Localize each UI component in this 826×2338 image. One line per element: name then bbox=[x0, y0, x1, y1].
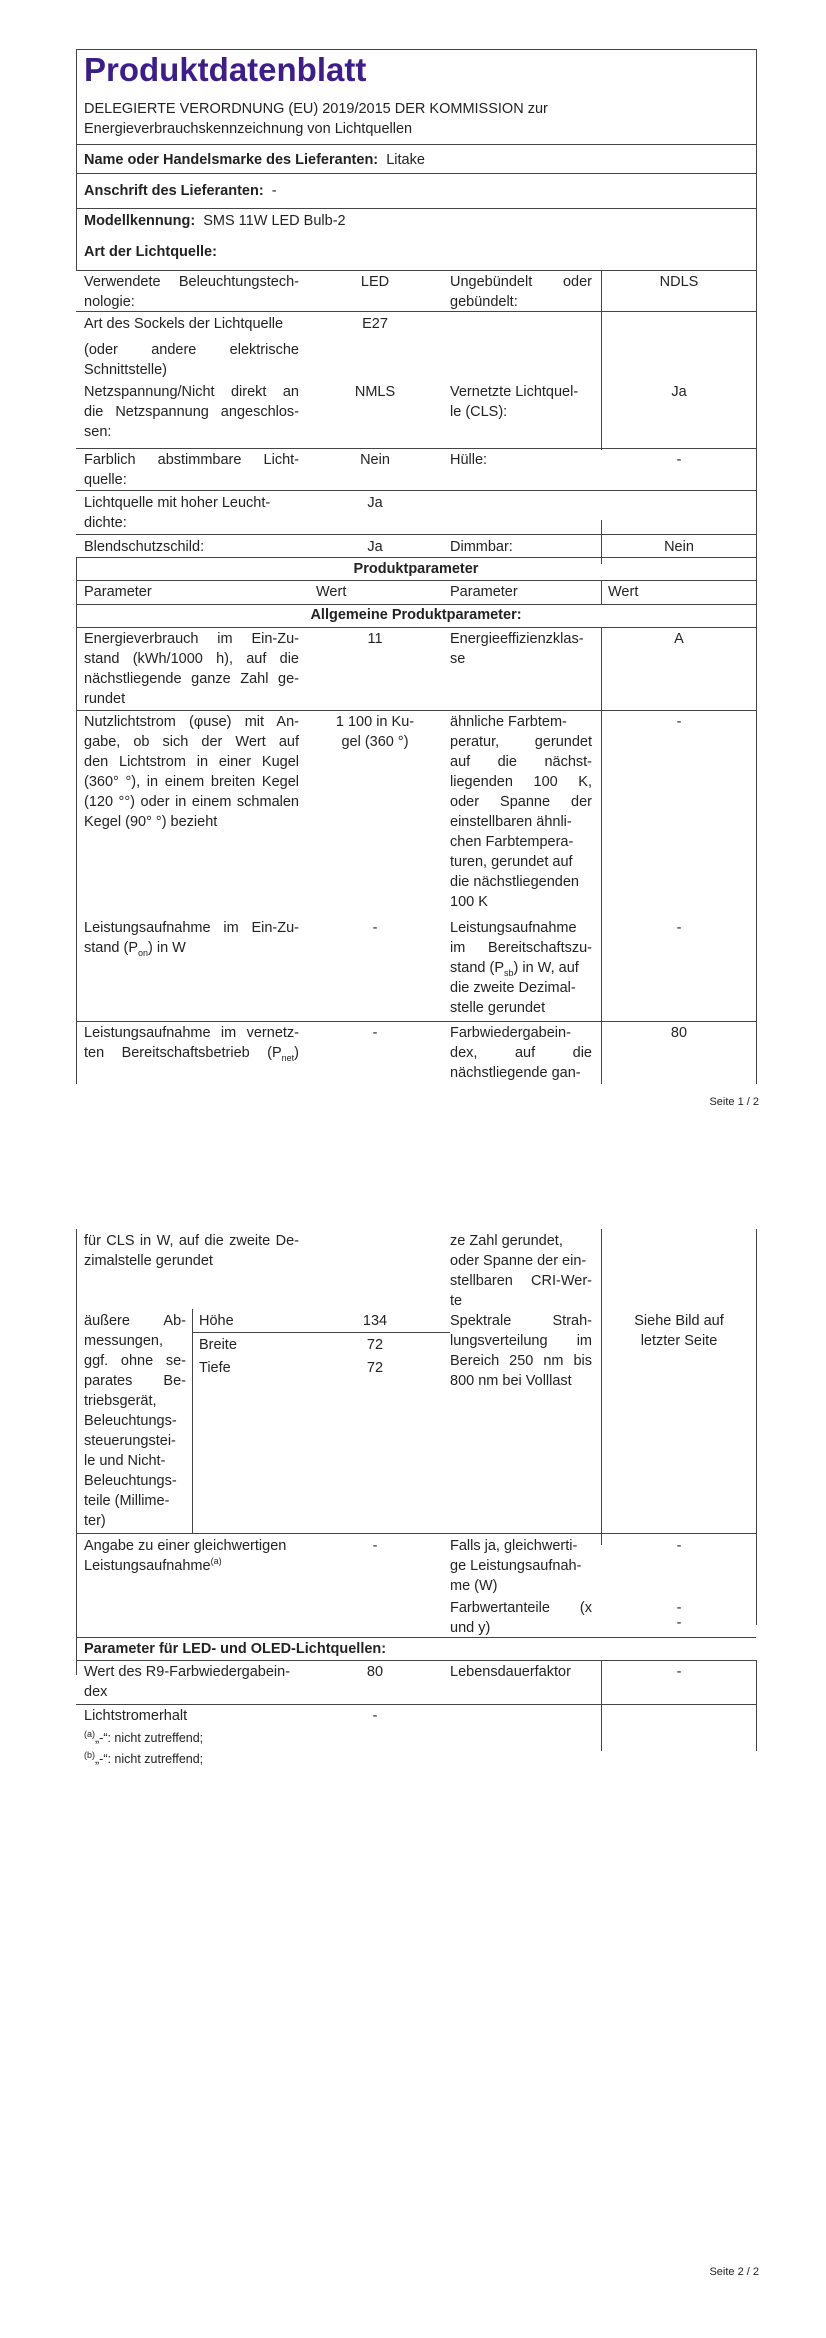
frame-left-line bbox=[76, 49, 77, 270]
table-line bbox=[76, 1637, 756, 1638]
height-label: Höhe bbox=[199, 1313, 234, 1329]
table-line bbox=[76, 710, 756, 711]
table-right-line bbox=[756, 1660, 757, 1751]
glare-label: Blendschutzschild: bbox=[84, 539, 205, 555]
table-col-line bbox=[601, 1229, 602, 1545]
useful-flux-label: Nutzlichtstrom (φuse) mit An- gabe, ob sich der Wert auf den Lichtstrom in einer Kugel (360° °), in einem breiten Kegel (120 °°) oder in einem schmalen Kegel (90° °) bezieht bbox=[84, 714, 299, 830]
supplier-address-row bbox=[84, 181, 277, 201]
energy-class-value: A bbox=[674, 631, 684, 647]
equivalent-power-value: - bbox=[372, 1538, 378, 1554]
model-value: SMS 11W LED Bulb-2 bbox=[203, 213, 346, 229]
tech-label: Verwendete Beleuchtungstech- nologie: bbox=[84, 274, 299, 310]
networked-standby-power-label-cont: für CLS in W, auf die zweite De- zimalstelle gerundet bbox=[84, 1233, 299, 1269]
bundled-label: Ungebündelt oder gebündelt: bbox=[450, 274, 592, 310]
footnote-a: $^{(a)}$„-“: nicht zutreffend; bbox=[84, 1728, 204, 1745]
table-line bbox=[76, 270, 756, 271]
model-label: Modellkennung: bbox=[84, 213, 196, 229]
chromaticity-value-y: - bbox=[676, 1615, 682, 1631]
equivalent-power-w-value: - bbox=[676, 1538, 682, 1554]
mains-label: Netzspannung/Nicht direkt an die Netzspannung angeschlos- sen: bbox=[84, 384, 299, 440]
frame-right-line bbox=[756, 49, 757, 1084]
col-header-value-2: Wert bbox=[608, 584, 639, 600]
socket-value: E27 bbox=[362, 316, 388, 332]
networked-standby-power-value: - bbox=[372, 1025, 378, 1041]
page-2 bbox=[0, 1169, 826, 2338]
socket-label: Art des Sockels der Lichtquelle (oder andere elektrische Schnittstelle) bbox=[84, 316, 299, 378]
cls-value: Ja bbox=[671, 384, 687, 400]
lumen-maintenance-value: - bbox=[372, 1708, 378, 1724]
energy-consumption-label: Energieverbrauch im Ein-Zu- stand (kWh/1000 h), auf die nächstliegende ganze Zahl ge- rundet bbox=[84, 631, 299, 707]
table-line bbox=[76, 490, 756, 491]
table-line bbox=[76, 580, 756, 581]
high-luminance-value: Ja bbox=[367, 495, 383, 511]
footnote-b: $^{(b)}$„-“: nicht zutreffend; bbox=[84, 1749, 204, 1766]
supplier-address-label: Anschrift des Lieferanten: bbox=[84, 183, 264, 199]
survival-factor-value: - bbox=[676, 1664, 682, 1680]
table-left-line bbox=[76, 557, 77, 1084]
dimmable-label: Dimmbar: bbox=[450, 539, 513, 555]
high-luminance-label: Lichtquelle mit hoher Leucht- dichte: bbox=[84, 495, 271, 531]
divider bbox=[76, 173, 756, 174]
dimensions-sub-col-line bbox=[192, 1309, 193, 1533]
glare-value: Ja bbox=[367, 539, 383, 555]
depth-label: Tiefe bbox=[199, 1360, 231, 1376]
equivalent-power-label: Angabe zu einer gleichwertigen Leistungsaufnahme$^{(a)}$ bbox=[84, 1538, 287, 1574]
equivalent-power-w-label: Falls ja, gleichwerti- ge Leistungsaufnah- me (W) bbox=[450, 1538, 582, 1594]
cri-label-part1: Farbwiedergabein- dex, auf die nächstliegende gan- bbox=[450, 1025, 592, 1081]
cct-value: - bbox=[676, 714, 682, 730]
supplier-name-row bbox=[84, 150, 425, 170]
regulation-line-2: Energieverbrauchskennzeichnung von Lichtquellen bbox=[84, 121, 413, 137]
table-col-line bbox=[601, 270, 602, 450]
table-line bbox=[76, 627, 756, 628]
networked-standby-power-label: Leistungsaufnahme im vernetz- ten Bereitschaftsbetrieb $(P_{net})$ bbox=[84, 1025, 299, 1063]
tech-value: LED bbox=[360, 274, 390, 290]
lumen-maintenance-label: Lichtstromerhalt bbox=[84, 1708, 188, 1724]
standby-power-label: Leistungsaufnahme im Bereitschaftszu- stand $(P_{sb})$ in W, auf die zweite Dezimal- stelle gerundet bbox=[450, 920, 592, 1016]
dimensions-sub-line bbox=[192, 1332, 450, 1333]
tunable-value: Nein bbox=[360, 452, 390, 468]
mains-value: NMLS bbox=[354, 384, 396, 400]
col-header-parameter-2: Parameter bbox=[450, 584, 518, 600]
envelope-value: - bbox=[676, 452, 682, 468]
table-col-line bbox=[601, 580, 602, 604]
survival-factor-label: Lebensdauerfaktor bbox=[450, 1664, 571, 1680]
chromaticity-label: Farbwertanteile (x und y) bbox=[450, 1600, 592, 1636]
r9-value: 80 bbox=[366, 1664, 384, 1680]
document-title: Produktdatenblatt bbox=[84, 51, 367, 88]
envelope-label: Hülle: bbox=[450, 452, 488, 468]
tunable-label: Farblich abstimmbare Licht- quelle: bbox=[84, 452, 299, 488]
supplier-address-value: - bbox=[271, 183, 277, 199]
width-value: 72 bbox=[366, 1337, 384, 1353]
col-header-value: Wert bbox=[316, 584, 347, 600]
table-line bbox=[76, 1021, 756, 1022]
on-mode-power-value: - bbox=[372, 920, 378, 936]
energy-class-label: Energieeffizienzklas- se bbox=[450, 631, 584, 667]
table-line bbox=[76, 557, 756, 558]
table-left-line bbox=[76, 1229, 77, 1675]
bundled-value: NDLS bbox=[659, 274, 699, 290]
cls-label: Vernetzte Lichtquel- le (CLS): bbox=[450, 384, 579, 420]
supplier-name-value: Litake bbox=[386, 152, 425, 168]
useful-flux-value: 1 100 in Ku- gel (360 °) bbox=[335, 714, 415, 750]
divider bbox=[76, 208, 756, 209]
general-parameters-heading: Allgemeine Produktparameter: bbox=[310, 607, 522, 623]
light-source-type-heading: Art der Lichtquelle: bbox=[84, 244, 217, 260]
table-line bbox=[76, 1533, 756, 1534]
table-line bbox=[76, 311, 756, 312]
table-col-line bbox=[601, 627, 602, 1084]
table-line bbox=[76, 1660, 756, 1661]
standby-power-value: - bbox=[676, 920, 682, 936]
spectral-distribution-label: Spektrale Strah- lungsverteilung im Bereich 250 nm bis 800 nm bei Volllast bbox=[450, 1313, 592, 1389]
depth-value: 72 bbox=[366, 1360, 384, 1376]
dimmable-value: Nein bbox=[664, 539, 694, 555]
table-line bbox=[76, 1704, 756, 1705]
cct-label: ähnliche Farbtem- peratur, gerundet auf die nächst- liegenden 100 K, oder Spanne der einstellbaren ähnli- chen Farbtempera- turen, gerundet auf die nächstliegenden 100 K bbox=[450, 714, 592, 910]
table-line bbox=[76, 448, 756, 449]
product-parameters-heading: Produktparameter bbox=[353, 561, 479, 577]
width-label: Breite bbox=[199, 1337, 237, 1353]
regulation-line-1: DELEGIERTE VERORDNUNG (EU) 2019/2015 DER KOMMISSION zur bbox=[84, 101, 548, 117]
on-mode-power-label: Leistungsaufnahme im Ein-Zu- stand $(P_{on})$ in W bbox=[84, 920, 299, 958]
r9-label: Wert des R9-Farbwiedergabein- dex bbox=[84, 1664, 291, 1700]
col-header-parameter: Parameter bbox=[84, 584, 152, 600]
page-number-1: Seite 1 / 2 bbox=[709, 1096, 759, 1108]
cri-label-part2: ze Zahl gerundet, oder Spanne der ein- stellbaren CRI-Wer- te bbox=[450, 1233, 592, 1309]
chromaticity-value-x: - bbox=[676, 1600, 682, 1616]
model-row bbox=[84, 211, 346, 231]
dimensions-label: äußere Ab- messungen, ggf. ohne se- parates Be- triebsgerät, Beleuchtungs- steuerungstei- le und Nicht- Beleuchtungs- teile (Millime- ter) bbox=[84, 1313, 186, 1529]
cri-value: 80 bbox=[670, 1025, 688, 1041]
table-right-line bbox=[756, 1229, 757, 1625]
spectral-distribution-value: Siehe Bild auf letzter Seite bbox=[634, 1313, 724, 1349]
page-number-2: Seite 2 / 2 bbox=[709, 2266, 759, 2278]
led-oled-parameters-heading: Parameter für LED- und OLED-Lichtquellen: bbox=[84, 1641, 387, 1657]
energy-consumption-value: 11 bbox=[367, 631, 383, 647]
supplier-name-label: Name oder Handelsmarke des Lieferanten: bbox=[84, 152, 379, 168]
divider bbox=[76, 144, 756, 145]
table-line bbox=[76, 534, 756, 535]
height-value: 134 bbox=[362, 1313, 388, 1329]
